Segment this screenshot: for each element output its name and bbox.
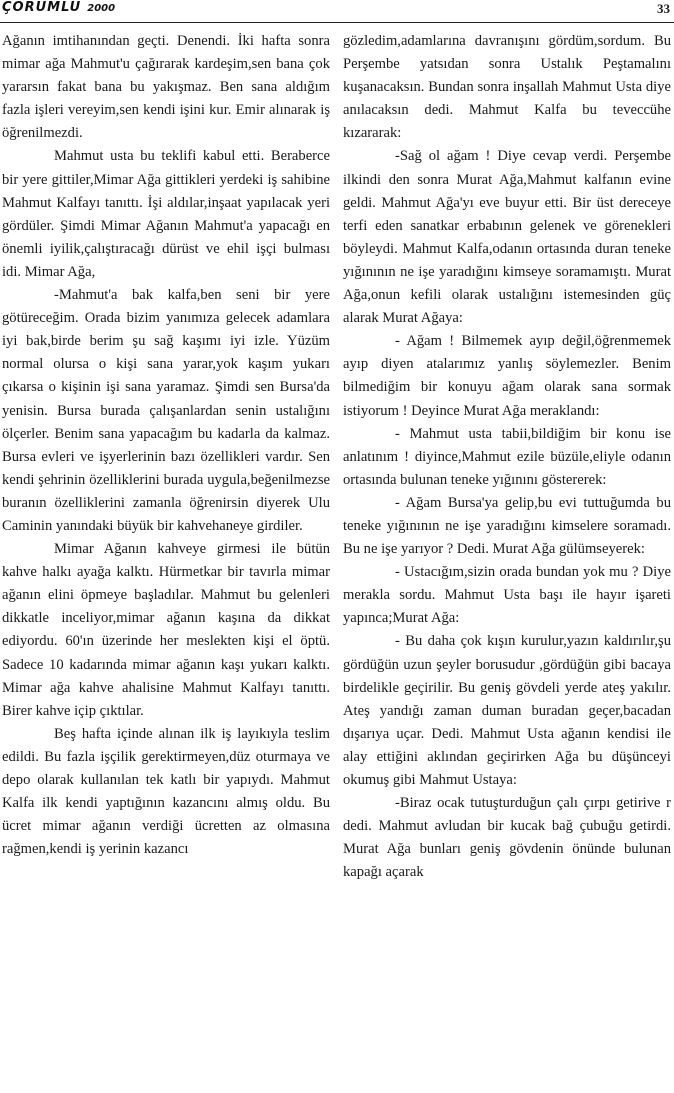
right-column — [343, 30, 671, 884]
paragraph: Beş hafta içinde alınan ilk iş layıkıyla teslim edildi. Bu fazla işçilik gerektirmeyen,düz oturmaya ve depo olarak kullanılan tek katlı bir yapıydı. Mahmut Kalfa ilk kendi yaptığının kazancını almış oldu. Bu ücret mimar ağanın verdiği ücretten az olmasına rağmen,kendi iş yerinin kazancı — [2, 725, 330, 858]
paragraph: - Mahmut usta tabii,bildiğim bir konu ise anlatınım ! diyince,Mahmut ezile büzüle,eliyle odanın ortasında bulunan teneke yığınını göstererek: — [343, 425, 671, 488]
logo-year: 2000 — [87, 3, 116, 14]
paragraph: - Ağam ! Bilmemek ayıp değil,öğrenmemek ayıp diyen atalarımız yanlış söylemezler. Benim bilmediğim bir konuyu ağam olarak sana sormak istiyorum ! Deyince Murat Ağa meraklandı: — [343, 333, 671, 419]
paragraph: gözledim,adamlarına davranışını gördüm,sordum. Bu Perşembe yatsıdan sonra Ustalık Peştamalını kuşanacaksın. Bundan sonra inşallah Mahmut Usta diye anılacaksın dedi. Mahmut Kalfa bu teveccühe kızararak: — [343, 33, 671, 142]
paragraph: -Mahmut'a bak kalfa,ben seni bir yere götüreceğim. Orada bizim yanımıza gelecek adamlara iyi bak,birde berim şu sağ kaşımı iyi izle. Yüzüm normal olursa o kişi sana yarar,yok kaşım yukarı çıkarsa o kişinin işi sana yaramaz. Şimdi sen Bursa'da yenisin. Bursa burada çalışanlardan senin ustalığını ölçerler. Benim sana yapacağım bu kadarla da kalmaz. Bursa evleri ve işyerlerinin bazı özellikleri vardır. Sen kendi şehrinin özelliklerini burada uygula,beğenilmezse buranın özelliklerini zamanla öğrenirsin diyerek Ulu Caminin yanındaki büyük bir kahvehaneye girdiler. — [2, 287, 330, 534]
logo-text: ÇORUMLU — [2, 0, 82, 15]
page-header — [0, 0, 674, 23]
paragraph: Mahmut usta bu teklifi kabul etti. Beraberce bir yere gittiler,Mimar Ağa gittikleri yerdeki iş sahibine Mahmut Kalfayı tanıttı. İşi aldılar,inşaat yapılacak yeri gördüler. Şimdi Mimar Ağanın Mahmut'a yapacağı en önemli iyilik,çalıştıracağı dürüst ve ehil işçi bulması idi. Mimar Ağa, — [2, 148, 330, 280]
magazine-logo — [2, 0, 115, 15]
paragraph: - Bu daha çok kışın kurulur,yazın kaldırılır,şu gördüğün uzun şeyler borusudur ,gördüğün gibi bacaya birdelikle geçirilir. Bu geniş gövdeli yerde ateş yakılır. Ateş yandığı zaman duman buradan geçer,bacadan dışarıya uçar. Dedi. Mahmut Usta ağanın kendisi ile alay ettiğini aklından geçirirken Ağa bu düşünceyi okumuş gibi Mahmut Ustaya: — [343, 633, 671, 788]
paragraph: - Ağam Bursa'ya gelip,bu evi tuttuğumda bu teneke yığınının ne işe yaradığını kimselere soramadı. Bu ne işe yarıyor ? Dedi. Murat Ağa gülümseyerek: — [343, 494, 671, 558]
paragraph: Ağanın imtihanından geçti. Denendi. İki hafta sonra mimar ağa Mahmut'u çağırarak kardeşim,sen bana çok yararsın fakat bana bu yakışmaz. Ben sana aldığım fazla işleri vereyim,sen kendi işini kur. Emir alınarak iş öğrenilmezdi. — [2, 33, 330, 142]
left-column — [2, 30, 330, 861]
paragraph: Mimar Ağanın kahveye girmesi ile bütün kahve halkı ayağa kalktı. Hürmetkar bir tavırla mimar ağanın elini öpmeye başladılar. Mahmut bu gelenleri dikkatle inceliyor,mimar ağanın kaşına da dikkat ediyordu. 60'ın üzerinde her meslekten kişi el öptü. Sadece 10 kadarında mimar ağanın kaşı yukarı kalktı. Mimar ağa kahve ahalisine Mahmut Kalfayı tanıttı. Birer kahve içip çıktılar. — [2, 541, 330, 719]
paragraph: -Biraz ocak tutuşturduğun çalı çırpı getirive r dedi. Mahmut avludan bir kucak bağ çubuğu getirdi. Murat Ağa bunları geniş gövdenin önünde bulunan kapağı açarak — [343, 795, 671, 881]
page-number: 33 — [657, 1, 670, 16]
paragraph: -Sağ ol ağam ! Diye cevap verdi. Perşembe ilkindi den sonra Murat Ağa,Mahmut kalfanın evine geldi. Mahmut Ağa'yı eve buyur etti. Bir üst dereceye terfi eden sanatkar erbabının gelenek ve görenekleri böyleydi. Mahmut Kalfa,odanın ortasında duran teneke yığınının ne işe yaradığını kimseye soramamıştı. Murat Ağa,onun kefili olarak ustalığını istemesinden güç alarak Murat Ağaya: — [343, 148, 671, 327]
paragraph: - Ustacığım,sizin orada bundan yok mu ? Diye merakla sordu. Mahmut Usta başı ile hayır işareti yapınca;Murat Ağa: — [343, 564, 671, 627]
